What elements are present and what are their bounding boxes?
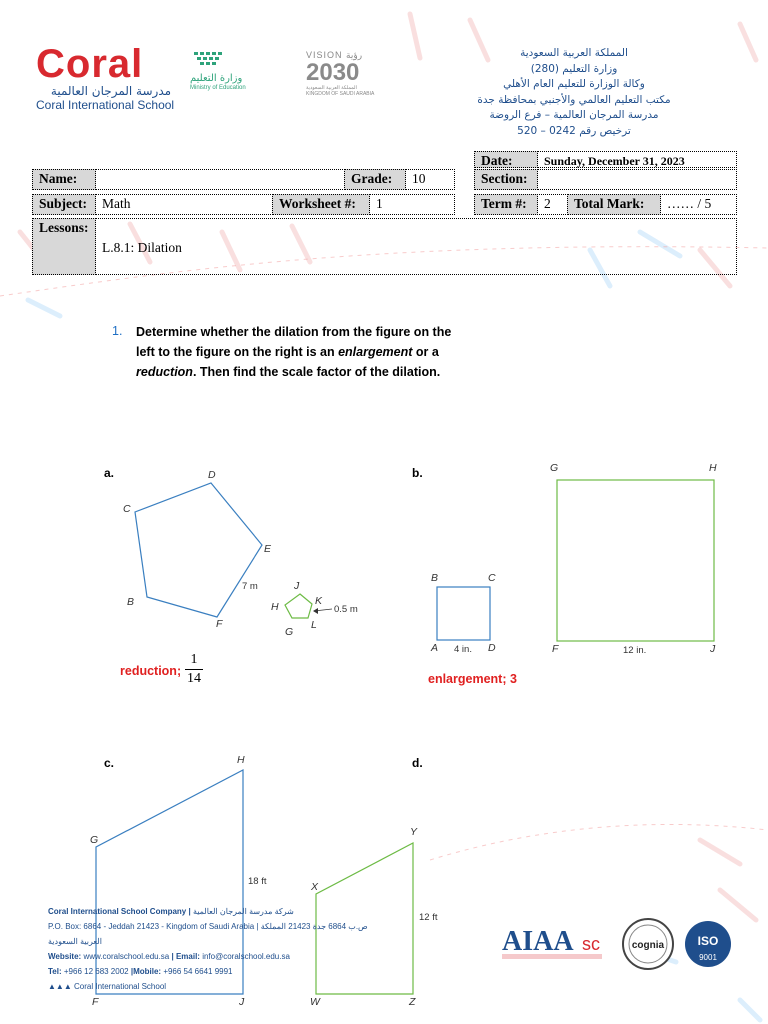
email-label: | Email: [171, 952, 200, 961]
side-length-label: 4 in. [454, 644, 472, 655]
arabic-line: وزارة التعليم (280) [530, 62, 618, 75]
vertex-label: C [123, 503, 131, 515]
website-link[interactable]: www.coralschool.edu.sa [83, 952, 170, 961]
mobile-value: +966 54 6641 9991 [163, 967, 233, 976]
part-b-label: b. [412, 466, 423, 480]
question-number: 1. [112, 324, 123, 338]
subject-value: Math [95, 194, 273, 215]
side-length-label: 0.5 m [334, 604, 358, 615]
vertex-label: D [488, 642, 496, 654]
vertex-label: H [237, 754, 245, 766]
subject-label: Subject: [32, 194, 96, 215]
iso-number: 9001 [699, 953, 717, 962]
vertex-label: E [264, 543, 272, 555]
accreditation-icons [502, 916, 752, 974]
vertex-label: H [709, 462, 717, 474]
vertex-label: G [90, 834, 99, 846]
lessons-label: Lessons: [32, 218, 96, 275]
mobile-label: |Mobile: [130, 967, 162, 976]
vertex-label: J [239, 996, 245, 1008]
total-mark-label: Total Mark: [567, 194, 661, 215]
ministry-english: Ministry of Education [190, 85, 246, 91]
question-text-part: Determine whether the dilation from the figure on the left to the figure on the right is an [136, 325, 452, 359]
logo-english-name: Coral International School [36, 98, 175, 112]
question-emphasis: reduction [136, 365, 193, 379]
vertex-label: B [127, 596, 135, 608]
arabic-line: وكالة الوزارة للتعليم العام الأهلي [503, 78, 645, 90]
ministry-arabic: وزارة التعليم [190, 73, 243, 84]
vision-sub: المملكة العربية السعودية KINGDOM OF SAUDI ARABIA [306, 85, 375, 97]
footer-school [48, 979, 378, 994]
total-mark-value: …… / 5 [660, 194, 737, 215]
tel-value: +966 12 683 2002 [63, 967, 129, 976]
arabic-line: ترخيص رقم 0242 – 520 [517, 124, 631, 137]
vertex-label: B [431, 572, 439, 584]
svg-text:sc: sc [582, 934, 600, 954]
grade-value: 10 [405, 169, 455, 190]
side-length-label: 12 in. [623, 645, 647, 656]
question-text-part: or a [412, 345, 439, 359]
vertex-label: H [271, 601, 279, 613]
social-icons-icon: ▲▲▲ [48, 982, 72, 991]
date-value: Sunday, December 31, 2023 [537, 151, 737, 168]
fraction-denominator: 14 [187, 671, 201, 686]
vertex-label: D [208, 469, 216, 481]
vertex-label: Z [409, 996, 416, 1008]
side-length-label: 12 ft [419, 912, 438, 923]
answer-b: enlargement; 3 [428, 672, 517, 686]
worksheet-label: Worksheet #: [272, 194, 370, 215]
vertex-label: W [310, 996, 320, 1008]
cognia-seal-icon [623, 919, 673, 969]
term-value: 2 [537, 194, 568, 215]
name-label: Name: [32, 169, 96, 190]
vision-title: VISION رؤية [306, 50, 363, 60]
website-label: Website: [48, 952, 82, 961]
footer-company [48, 904, 378, 919]
svg-text:AIAA: AIAA [502, 926, 574, 957]
grade-label: Grade: [344, 169, 406, 190]
cognia-text: cognia [631, 940, 665, 951]
aiaa-logo-icon [502, 926, 602, 959]
vertex-label: F [552, 643, 559, 655]
vertex-label: Y [410, 826, 418, 838]
company-arabic: شركة مدرسة المرجان العالمية [192, 907, 294, 916]
company-english: Coral International School Company | [48, 907, 191, 916]
email-link[interactable]: info@coralschool.edu.sa [202, 952, 290, 961]
date-label: Date: [474, 151, 538, 168]
arabic-line: مدرسة المرجان العالمية – فرع الروضة [489, 109, 659, 121]
part-c-label: c. [104, 756, 115, 770]
vertex-label: L [311, 619, 317, 631]
vertex-label: F [92, 996, 99, 1008]
iso-text: ISO [697, 934, 719, 948]
answer-a: reduction; [120, 664, 182, 678]
vertex-label: G [285, 626, 294, 638]
term-label: Term #: [474, 194, 538, 215]
footer-phone-line [48, 964, 378, 979]
accreditation-logos [502, 916, 752, 974]
vertex-label: F [216, 618, 223, 630]
vertex-label: X [311, 881, 319, 893]
footer-web-line [48, 949, 378, 964]
worksheet-value: 1 [369, 194, 455, 215]
section-label: Section: [474, 169, 538, 190]
vertex-label: A [431, 642, 439, 654]
question-emphasis: enlargement [338, 345, 413, 359]
logo-arabic-name: مدرسة المرجان العالمية [50, 84, 172, 98]
question-text-part: . Then find the scale factor of the dilation. [192, 365, 441, 379]
vertex-label: C [488, 572, 496, 584]
footer-school-name: Coral International School [74, 982, 167, 991]
vertex-label: G [550, 462, 559, 474]
part-d-label: d. [412, 756, 423, 770]
side-length-label: 18 ft [248, 876, 267, 887]
part-a-label: a. [104, 466, 115, 480]
side-length-label: 7 m [242, 581, 258, 592]
vision-year: 2030 [306, 59, 360, 86]
logo-wordmark: Coral [36, 42, 144, 86]
lessons-value: L.8.1: Dilation [95, 218, 737, 275]
vertex-label: K [315, 595, 323, 607]
vertex-label: J [710, 643, 716, 655]
tel-label: Tel: [48, 967, 62, 976]
fraction-numerator: 1 [190, 652, 198, 667]
iso-seal-icon [685, 921, 731, 967]
footer-address: P.O. Box: 6864 - Jeddah 21423 - Kingdom of Saudi Arabia | ص.ب 6864 جدة 21423 المملكة العربية السعودية [48, 922, 368, 946]
arabic-line: المملكة العربية السعودية [520, 47, 628, 59]
vertex-label: J [294, 580, 300, 592]
arabic-line: مكتب التعليم العالمي والأجنبي بمحافظة جدة [477, 93, 671, 106]
footer-contact [48, 904, 378, 994]
